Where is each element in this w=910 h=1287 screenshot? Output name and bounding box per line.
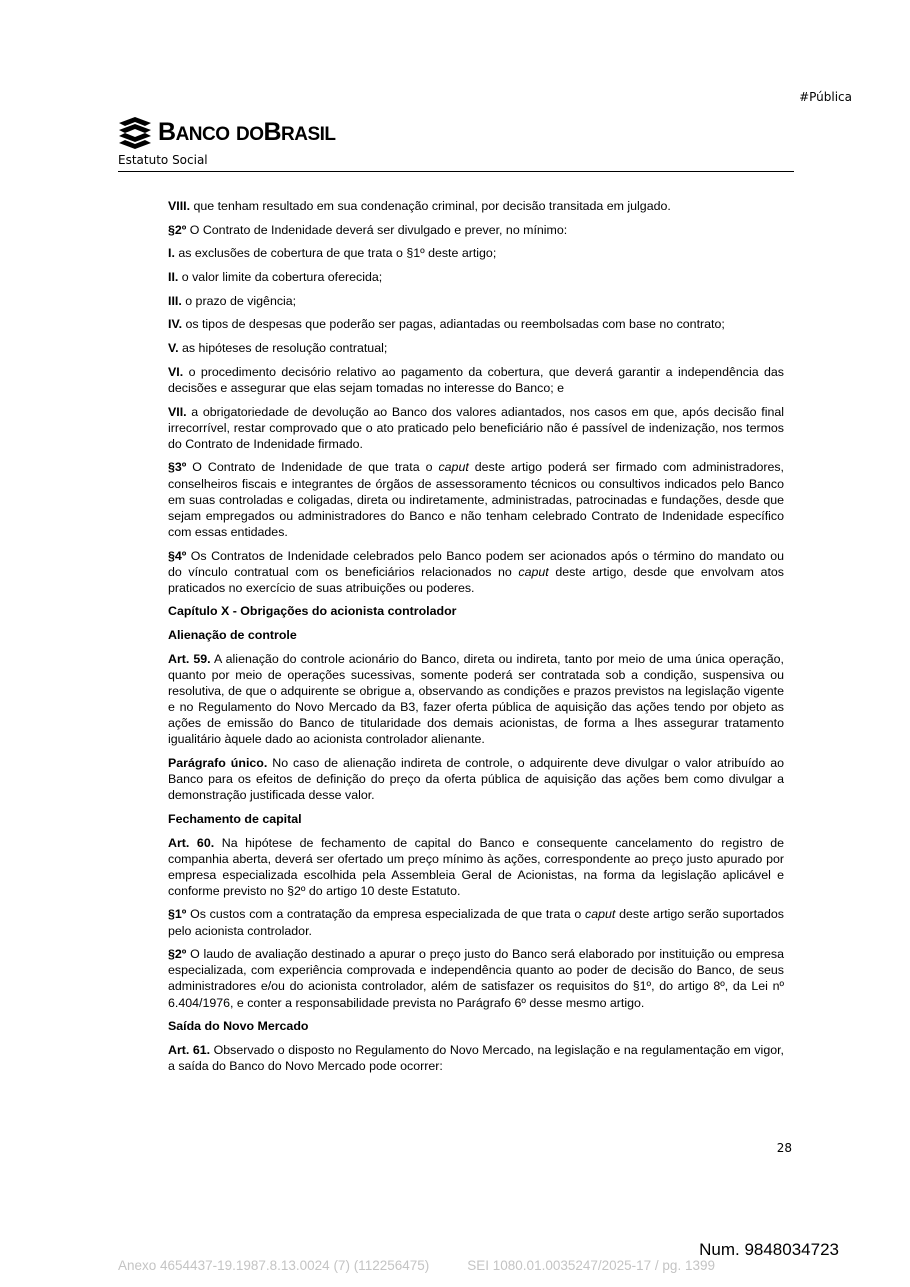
bank-logo-icon — [118, 117, 152, 149]
body-paragraph — [168, 198, 784, 214]
paragraph-text: que tenham resultado em sua condenação criminal, por decisão transitada em julgado. — [190, 199, 671, 213]
paragraph-marker: IV. — [168, 317, 183, 332]
annex-reference: Anexo 4654437-19.1987.8.13.0024 (7) (112256475) — [118, 1258, 430, 1273]
paragraph-text: A alienação do controle acionário do Banco, direta ou indireta, tanto por meio de uma única operação, quanto por meio de operações sucessivas, somente poderá ser contratada sob a condição, suspensiva ou resolutiva, de que o adquirente se obrigue a, observando as condições e prazos previstos na legislação vigente e no Regulamento do Novo Mercado da B3, fazer oferta pública de aquisição das ações tendo por objeto as ações de emissão do Banco de titularidade dos demais acionistas, de forma a lhes assegurar tratamento igualitário àquele dado ao acionista controlador alienante. — [168, 651, 784, 747]
body-paragraph — [168, 651, 784, 748]
document-body — [168, 198, 784, 1082]
paragraph-text: o procedimento decisório relativo ao pagamento da cobertura, que deverá garantir a independência das decisões e assegurar que elas sejam tomadas no interesse do Banco; e — [168, 364, 784, 395]
italic-term: caput — [518, 564, 549, 579]
paragraph-text: os tipos de despesas que poderão ser pagas, adiantadas ou reembolsadas com base no contrato; — [182, 317, 725, 332]
paragraph-text: o valor limite da cobertura oferecida; — [178, 270, 383, 285]
body-paragraph — [168, 906, 784, 938]
paragraph-marker: VIII. — [168, 199, 191, 213]
body-paragraph — [168, 755, 784, 803]
document-header — [118, 117, 794, 172]
paragraph-marker: §2º — [168, 947, 187, 962]
section-heading: Saída do Novo Mercado — [168, 1019, 309, 1034]
wordmark-part: B — [158, 117, 176, 146]
paragraph-text: O laudo de avaliação destinado a apurar o preço justo do Banco será elaborado por instituição ou empresa especializada, com experiência comprovada e independência quanto ao poder de decisão do Banco, de seus administradores e/ou do acionista controlador, além de satisfazer os requisitos do §1º, do artigo 8º, da Lei nº 6.404/1976, e conter a responsabilidade prevista no Parágrafo 6º desse mesmo artigo. — [168, 947, 784, 1010]
section-heading: Alienação de controle — [168, 628, 297, 643]
body-paragraph — [168, 293, 784, 309]
body-paragraph — [168, 404, 784, 452]
section-heading: Fechamento de capital — [168, 811, 302, 826]
paragraph-marker: Art. 61. — [168, 1042, 211, 1057]
italic-term: caput — [438, 460, 469, 475]
body-paragraph — [168, 222, 784, 238]
body-paragraph — [168, 459, 784, 539]
paragraph-text: O Contrato de Indenidade deverá ser divulgado e prever, no mínimo: — [186, 222, 568, 237]
paragraph-text: Os Contratos de Indenidade celebrados pelo Banco podem ser acionados após o término do mandato ou do vínculo contratual com os beneficiários relacionados no — [168, 548, 784, 579]
paragraph-text: deste artigo, desde que envolvam atos praticados no exercício de suas atribuições ou poderes. — [168, 564, 784, 595]
paragraph-text: Os custos com a contratação da empresa especializada de que trata o — [186, 907, 586, 922]
body-paragraph — [168, 340, 784, 356]
paragraph-text: deste artigo poderá ser firmado com administradores, conselheiros fiscais e integrantes de órgãos de assessoramento técnicos ou consultivos indicados pelo Banco em suas controladas e coligadas, direta ou indiretamente, administradas, patrocinadas e fundações, desde que sejam empregados ou administradores do Banco e não tenham celebrado Contrato de Indenidade específico com essas entidades. — [168, 460, 785, 539]
paragraph-text: No caso de alienação indireta de controle, o adquirente deve divulgar o valor atribuído ao Banco para os efeitos de definição do preço da oferta pública de aquisição das ações bem como divulgar a demonstração justificada desse valor. — [168, 755, 784, 803]
paragraph-text: a obrigatoriedade de devolução ao Banco dos valores adiantados, nos casos em que, após decisão final irrecorrível, restar comprovado que o ato praticado pelo beneficiário não é passível de indenização, nos termos do Contrato de Indenidade firmado. — [168, 404, 784, 451]
paragraph-text: o prazo de vigência; — [181, 293, 297, 308]
paragraph-marker: §3º — [168, 460, 187, 475]
paragraph-text: Observado o disposto no Regulamento do Novo Mercado, na legislação e na regulamentação em vigor, a saída do Banco do Novo Mercado pode ocorrer: — [168, 1042, 784, 1073]
body-paragraph — [168, 316, 784, 332]
wordmark-part: ANCO — [175, 123, 230, 145]
paragraph-text: deste artigo serão suportados pelo acionista controlador. — [168, 907, 784, 938]
header-divider — [118, 171, 794, 172]
paragraph-marker: §4º — [168, 548, 187, 563]
wordmark-part: B — [263, 117, 282, 146]
document-number-stamp: Num. 9848034723 — [699, 1240, 839, 1259]
body-paragraph — [168, 946, 784, 1010]
paragraph-text: as hipóteses de resolução contratual; — [178, 341, 388, 356]
paragraph-marker: Parágrafo único. — [168, 755, 268, 770]
document-subtitle: Estatuto Social — [118, 153, 208, 167]
paragraph-marker: Art. 59. — [168, 651, 211, 666]
italic-term: caput — [585, 907, 616, 922]
paragraph-text: Na hipótese de fechamento de capital do Banco e consequente cancelamento do registro de companhia aberta, deverá ser ofertado um preço mínimo às ações, correspondente ao preço justo apurado por empresa especializada escolhida pela Assembleia Geral de Acionistas, na forma da legislação aplicável e conforme previsto no §2º do artigo 10 deste Estatuto. — [168, 835, 784, 898]
paragraph-marker: V. — [168, 341, 179, 356]
classification-label: #Pública — [799, 90, 852, 104]
stamp-footer — [118, 1258, 808, 1273]
paragraph-marker: VI. — [168, 364, 184, 379]
paragraph-marker: §1º — [168, 907, 187, 922]
body-paragraph — [168, 269, 784, 285]
paragraph-marker: III. — [168, 293, 182, 308]
body-paragraph — [168, 364, 784, 396]
paragraph-marker: I. — [168, 246, 175, 261]
section-heading: Capítulo X - Obrigações do acionista controlador — [168, 604, 457, 619]
body-paragraph — [168, 835, 784, 899]
paragraph-marker: II. — [168, 270, 179, 285]
paragraph-text: O Contrato de Indenidade de que trata o — [186, 460, 439, 475]
bank-logo — [118, 117, 794, 149]
paragraph-marker: Art. 60. — [168, 835, 215, 850]
body-paragraph — [168, 548, 784, 596]
page-number: 28 — [776, 1141, 792, 1155]
paragraph-marker: §2º — [168, 222, 187, 237]
wordmark-part: RASIL — [281, 123, 336, 145]
body-paragraph — [168, 245, 784, 261]
bank-wordmark — [158, 116, 336, 151]
body-paragraph — [168, 1042, 784, 1074]
paragraph-marker: VII. — [168, 404, 187, 419]
paragraph-text: as exclusões de cobertura de que trata o §1º deste artigo; — [174, 246, 497, 261]
sei-reference: SEI 1080.01.0035247/2025-17 / pg. 1399 — [467, 1258, 715, 1273]
wordmark-part: DO — [235, 123, 264, 145]
